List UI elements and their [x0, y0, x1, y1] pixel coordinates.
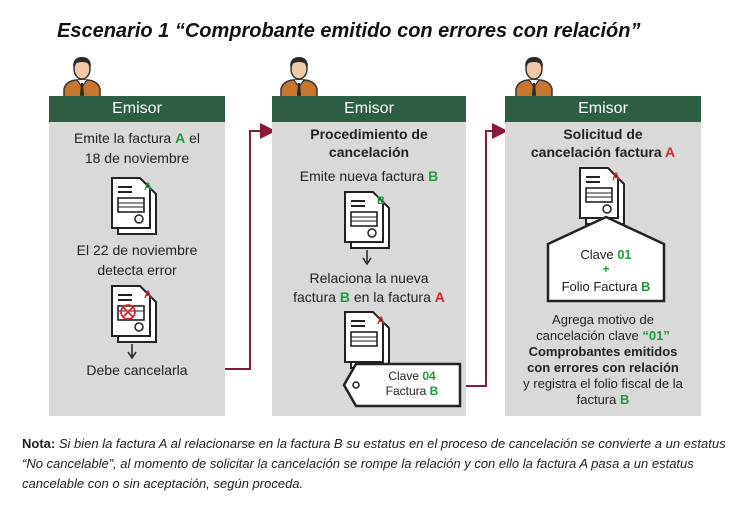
column-2-line-2: Relaciona la nueva — [309, 270, 429, 286]
invoice-document-error-icon — [110, 284, 160, 360]
column-3-line-4: con errores con relación — [527, 360, 679, 375]
column-3-header: Emisor — [505, 96, 701, 122]
column-1-line-5: Debe cancelarla — [86, 362, 188, 378]
footnote-text: Si bien la factura A al relacionarse en la factura B su estatus en el proceso de cancelación se convierte a un estatus “No cancelable”, al momento de solicitar la cancelación se rompe la relación y con ello la factura A pasa a un estatus cancelable con o sin aceptación, según proceda. — [22, 436, 726, 491]
connector-arrow-icon — [466, 131, 504, 386]
person-icon — [514, 55, 554, 99]
document-letter: A — [144, 181, 152, 193]
column-2-line-1: Emite nueva factura B — [299, 168, 439, 184]
column-3-line-6: factura B — [576, 392, 630, 407]
column-1-line-3: El 22 de noviembre — [76, 242, 198, 258]
box-line-2: Folio Factura B — [561, 279, 651, 294]
tag-line-1: Clave 04 — [388, 369, 436, 383]
column-3-line-1: Agrega motivo de — [552, 312, 654, 327]
tag-line-2: Factura B — [385, 384, 439, 398]
column-3-line-5: y registra el folio fiscal de la — [523, 376, 683, 391]
column-1-header: Emisor — [49, 96, 225, 122]
column-3-line-3: Comprobantes emitidos — [528, 344, 678, 359]
invoice-document-icon — [343, 190, 393, 266]
column-2-header: Emisor — [272, 96, 466, 122]
document-letter: A — [377, 315, 385, 327]
footnote-label: Nota: — [22, 436, 56, 451]
footnote — [22, 434, 734, 494]
invoice-document-icon — [110, 176, 160, 236]
document-letter: A — [144, 289, 152, 301]
box-plus: + — [602, 262, 610, 276]
column-3-heading-2: cancelación factura A — [530, 144, 676, 160]
document-letter: B — [377, 195, 385, 207]
column-3-heading-1: Solicitud de — [563, 126, 643, 142]
column-3-line-2: cancelación clave “01” — [536, 328, 670, 343]
box-line-1: Clave 01 — [580, 247, 632, 262]
document-letter: A — [612, 171, 620, 183]
column-2-heading-1: Procedimiento de — [310, 126, 428, 142]
column-2-heading-2: cancelación — [328, 144, 410, 160]
column-1-line-4: detecta error — [97, 262, 177, 278]
person-icon — [279, 55, 319, 99]
column-2-line-3: factura B en la factura A — [293, 289, 445, 305]
page-title: Escenario 1 “Comprobante emitido con errores con relación” — [57, 20, 641, 42]
column-1-line-2: 18 de noviembre — [84, 150, 190, 166]
column-1-line-1: Emite la factura A el — [73, 130, 201, 146]
person-icon — [62, 55, 102, 99]
